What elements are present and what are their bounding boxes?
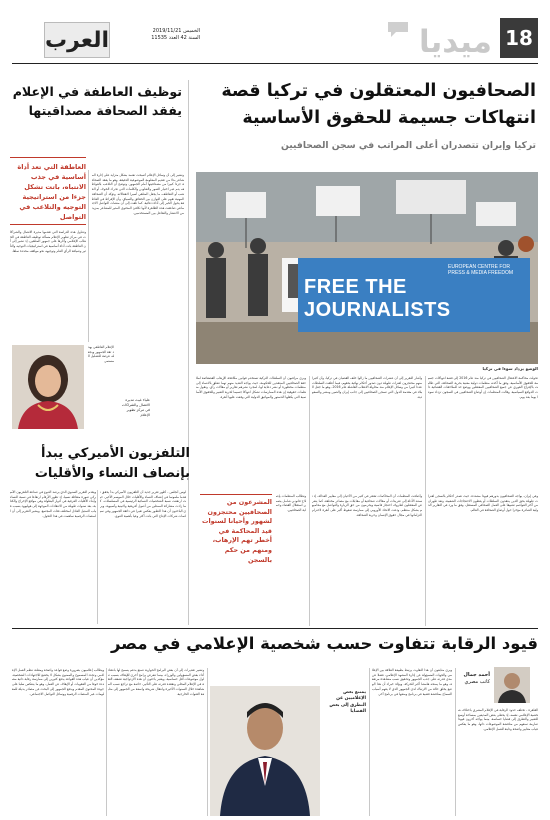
left-story-body-col-2: وتشير إلى أن وسائل الإعلام أصبحت تعتمد بشكل متزايد على إثارة المشاعر بدلا من تقديم المعلومة الموضوعية الدقيقة، وهو ما يفقد الصحافة جزءا كبيرا من مصداقيتها أمام الجمهور. وتوضح أن التلاعب بالعواطف يتم عبر اختيار الصور والعناوين والكلمات التي تحرك الخوف أو الغضب أو التعاطف، ما يجعل المتلقي أسيرا لانفعالاته. وتؤكد أن الصحافة المهنية تقوم على التوازن بين الحقائق والسياق، وأن الإفراط في العاطفة يحول الخبر إلى أداة دعائية. كما تلفت إلى أن منصات التواصل الاجتماعي ضاعفت هذه الظاهرة لأنها تكافئ المحتوى المثير للمشاعر بمزيد من الانتشار والتفاعل بين المستخدمين. bbox=[92, 173, 184, 215]
main-story-body-col-2b: وأضافت المنظمات أن المحاكمات تفتقر في كثير من الأحيان إلى معايير العدالة، إذ تستند الأدلة إلى تغريدات أو مقالات صحافية أو مقابلات مع مصادر مختلفة، كما يتعرض المعتقلون لظروف احتجاز قاسية ويحرمون من حق الزيارة والتواصل مع محاميهم بشكل منتظم. ودعت الاتحاد الأوروبي إلى ممارسة ضغوط أكبر على أنقرة لاحترام التزاماتها في مجال حقوق الإنسان وحرية الصحافة. bbox=[312, 494, 422, 517]
page-header bbox=[0, 0, 550, 62]
speech-bubble-icon bbox=[386, 20, 410, 38]
section-divider bbox=[12, 628, 538, 629]
column-rule bbox=[188, 80, 189, 625]
column-rule bbox=[207, 668, 208, 816]
callout-rule bbox=[10, 157, 86, 158]
main-story-body-col-3: ويرى مراقبون أن السلطات التركية تستخدم قوانين مكافحة الإرهاب الفضفاضة لملاحقة الصحافيين المنتقدين للحكومة، حيث يواجه العديد منهم تهما تتعلق بالانتماء إلى منظمات محظورة أو نشر دعاية لها، لمجرد نشرهم تقارير أو مقالات رأي. وتقول منظمات حقوقية إن هذه الممارسات تشكل انتهاكا جسيما لحرية التعبير وللحقوق الأساسية التي يكفلها الدستور والمواثيق الدولية التي وقعت عليها أنقرة. bbox=[196, 376, 306, 399]
woman-portrait-icon bbox=[12, 345, 84, 429]
main-photo bbox=[196, 172, 538, 364]
left-story-headline[interactable]: توظيف العاطفة في الإعلام يفقد الصحافة مصداقيتها bbox=[12, 84, 182, 118]
bottom-story-headline[interactable]: قيود الرقابة تتفاوت حسب شخصية الإعلامي في مصر bbox=[110, 634, 538, 653]
tv-story-body-col-1: لوس أنجلس - أظهر تقرير جديد أن التلفزيون الأميركي بدأ يحقق تقدما ملموسا في إنصاف النساء والأقليات خلال الموسم الأخير، حيث ارتفعت نسبة الشخصيات النسائية الرئيسية في المسلسلات، كما زادت مشاركة الممثلين من أصول أفريقية ولاتينية وآسيوية. ويرى الباحثون أن هذا التطور يعكس تغيرا في ذائقة الجمهور وفي سياسات شركات الإنتاج التي باتت أكثر وعيا بأهمية التنوع. bbox=[100, 490, 186, 518]
main-photo-caption: الوضع يزداد سوءا في تركيا bbox=[482, 366, 538, 371]
banner-org-name: EUROPEAN CENTRE FOR PRESS & MEDIA FREEDOM bbox=[448, 264, 514, 276]
main-headline[interactable]: الصحافيون المعتقلون في تركيا قصة انتهاكات جسيمة للحقوق الأساسية bbox=[221, 81, 536, 128]
bottom-photo bbox=[210, 686, 320, 816]
bottom-story-body-col-2: ويرى متابعون أن هذا التفاوت يرتبط بطبيعة العلاقة بين الإعلامي والجهات المسؤولة عن إدارة المشهد الإعلامي، فضلا عن مدى قدرته على جذب الجمهور وتحقيق نسب مشاهدة مرتفعة، وهو ما يمنحه هامشا أكبر للحركة. ويؤكد خبراء أن هذا الوضع يخلق حالة من الارتباك لدى الجمهور الذي لا يفهم أسباب السماح بمناقشة قضية في برنامج ومنعها في برنامج آخر. bbox=[372, 668, 452, 696]
author-role: كاتب مصري bbox=[464, 678, 490, 685]
column-rule bbox=[106, 668, 107, 816]
callout-rule bbox=[200, 494, 272, 495]
issue-number: السنة 42 العدد 11535 bbox=[151, 35, 200, 41]
presenter-portrait-icon bbox=[210, 686, 320, 816]
column-rule bbox=[88, 170, 89, 342]
main-story-body-col-1: تحولت محاكمة الاعتقال الصحافيين في تركيا منذ عام 2016 إلى قصة انتهاكات جسيمة للحقوق الأساسية، وفق ما أكدته منظمات دولية معنية بحرية الصحافة، التي طالبت بالإفراج الفوري عن جميع الصحافيين المعتقلين ووضع حد للملاحقات القضائية ذات الدوافع السياسية. وقالت المنظمات إن أوضاع الصحافيين في السجون تزداد سوءا يوما بعد يوم. bbox=[428, 376, 538, 399]
column-rule bbox=[309, 376, 310, 626]
page-number: 18 bbox=[500, 18, 538, 58]
left-story-callout: العاطفة التي تعد أداة أساسية في جذب الانتباه، باتت تشكل جزءا من استراتيجية التوجيه والتلاعب في التواصل bbox=[17, 163, 86, 221]
tv-story-body-col-2: ويقدم التقرير السنوي الذي يرصد التنوع في صناعة التلفزيون الأميركي صورة متفائلة نسبيا، إذ تظهر الأرقام ارتفاعا في نسبة النساء وأبناء الأقليات العرقية في أدوار البطولة وفي مواقع الإخراج والكتابة، بعد سنوات طويلة من الانتقادات الموجهة إلى هوليوود بسبب غياب التمثيل العادل لمختلف فئات المجتمع. ويشير التقرير إلى أن المنصات الرقمية ساهمت في هذا التحول. bbox=[10, 490, 96, 518]
left-story-body-col-4: الإعلام العاطفي يهدد ثقة الجمهور ويجعله عرضة للتضليل المستمر. bbox=[88, 345, 114, 364]
column-rule bbox=[455, 668, 456, 816]
column-rule bbox=[97, 490, 98, 624]
bottom-story-body-col-3: وتشير تقديرات إلى أن بعض البرامج الحوارية تتمتع بدعم يسمح لها بانتقاد أداء بعض المسؤولين والوزراء، بينما تتعرض برامج أخرى للإيقاف بسبب تناول موضوعات أقل حساسية. ويعتبر باحثون أن هذه الازدواجية تضعف الثقة في الإعلام المحلي وتفقده قدرته على التأثير، خاصة مع تراجع نسب المشاهدة خلال السنوات الأخيرة وانتقال شريحة واسعة من الجمهور إلى متابعة القنوات الخارجية. bbox=[108, 668, 204, 696]
tv-story-headline[interactable]: التلفزيون الأميركي يبدأ بإنصاف النساء والأقليات bbox=[34, 446, 190, 481]
bottom-story-body-col-4: ويطالب إعلاميون بضرورة وضع قواعد واضحة ومعلنة تنظم العمل الإعلامي وتحدد المسموح والممنوع بشكل لا يخضع للاجتهادات الشخصية، مؤكدين أن غياب هذه القواعد يدفع كثيرين إلى ممارسة رقابة ذاتية مشددة خوفا من العقوبات أو الإيقاف عن العمل، وهو ما ينعكس سلبا على جودة المحتوى المقدم ويدفع الجمهور إلى البحث عن مصادر بديلة للمعلومات عبر المنصات الرقمية ووسائل التواصل الاجتماعي. bbox=[12, 668, 104, 696]
author-avatar-icon bbox=[494, 667, 530, 703]
issue-date: الخميس 2019/11/21 bbox=[152, 28, 200, 34]
main-story-body-col-2: وأشار التقرير إلى أن عشرات الصحافيين ما زالوا خلف القضبان في تركيا، وأن كثيرا منهم محتجزون لفترات طويلة دون صدور أحكام نهائية بحقهم، فيما أغلقت السلطات عددا كبيرا من وسائل الإعلام منذ محاولة الانقلاب الفاشلة عام 2016، وهو ما جعل البلاد في مقدمة الدول التي تسجن الصحافيين إلى جانب إيران والصين ومصر والسعودية. bbox=[312, 376, 422, 399]
issue-info bbox=[112, 28, 200, 42]
author-name: أحمد جمال bbox=[463, 672, 490, 678]
banner-slogan: FREE THE JOURNALISTS bbox=[304, 276, 451, 321]
main-story-body-col-1b: وفي إيران، يواجه الصحافيون بدورهم قيودا مشددة، حيث تصدر أحكام بالسجن لفترات طويلة بحق الذين ينتقدون السلطات أو يغطون الاحتجاجات الشعبية، وتعد طهران من أكثر العواصم تضييقا على العمل الصحافي المستقل، وفق ما ورد في التقارير الدولية الصادرة مؤخرا حول أوضاع الصحافة في العالم. bbox=[428, 494, 538, 513]
main-subheadline: تركيا وإيران تتصدران أعلى المراتب في سجن الصحافيين bbox=[281, 140, 536, 151]
portrait-caption: علياء غيث مديرة الاتصال والشراكات في مركز تطوير الإعلام bbox=[121, 398, 150, 417]
main-story-body-col-3b: وتطالب المنظمات بإصلاح قانوني شامل يضمن استقلال القضاء وحماية الصحافيين. bbox=[276, 494, 306, 513]
free-journalists-banner bbox=[298, 258, 530, 332]
column-rule bbox=[369, 668, 370, 816]
column-rule bbox=[425, 376, 426, 626]
callout-rule bbox=[10, 224, 86, 225]
author-photo bbox=[494, 667, 530, 703]
left-story-body-col-3: وتتناول هذه الدراسة التي تقدمها مديرة الاتصال والشراكات في مركز تطوير الإعلام مسألة توظيف العاطفة في الخطاب الإعلامي وآثارها على جمهور المتلقين، إذ تشير إلى أن العاطفة باتت أداة أساسية في استراتيجيات التوجيه والتأثير وصياغة الرأي العام وتوجيهه نحو مواقف محددة سلفا. bbox=[10, 230, 86, 253]
portrait-photo bbox=[12, 345, 84, 429]
bottom-photo-caption: يمتنع بعض الإعلاميين عن التطرق إلى بعض القضايا bbox=[329, 690, 366, 715]
newspaper-logo[interactable]: العرب bbox=[44, 22, 110, 58]
section-name: ميديا bbox=[418, 24, 492, 60]
bottom-story-body-col-1: القاهرة - تختلف حدود الرقابة في الإعلام المصري باختلاف شخصية الإعلامي نفسه، إذ يحظى بعض المذيعين بمساحة أوسع للتعبير والتطرق إلى قضايا حساسة، بينما يواجه آخرون قيودا صارمة تمنعهم من مناقشة الموضوعات ذاتها، وهو ما يعكس غياب معايير واضحة وثابتة للعمل الإعلامي. bbox=[458, 708, 538, 731]
author-byline bbox=[450, 672, 490, 685]
main-story-callout: المشرعون من الصحافيين محتجزون لشهور وأحيانا لسنوات قيد المحاكمة في أخطر تهم الإرهاب، ومنهم من حكم بالسجن bbox=[202, 498, 272, 564]
header-divider bbox=[12, 63, 538, 64]
